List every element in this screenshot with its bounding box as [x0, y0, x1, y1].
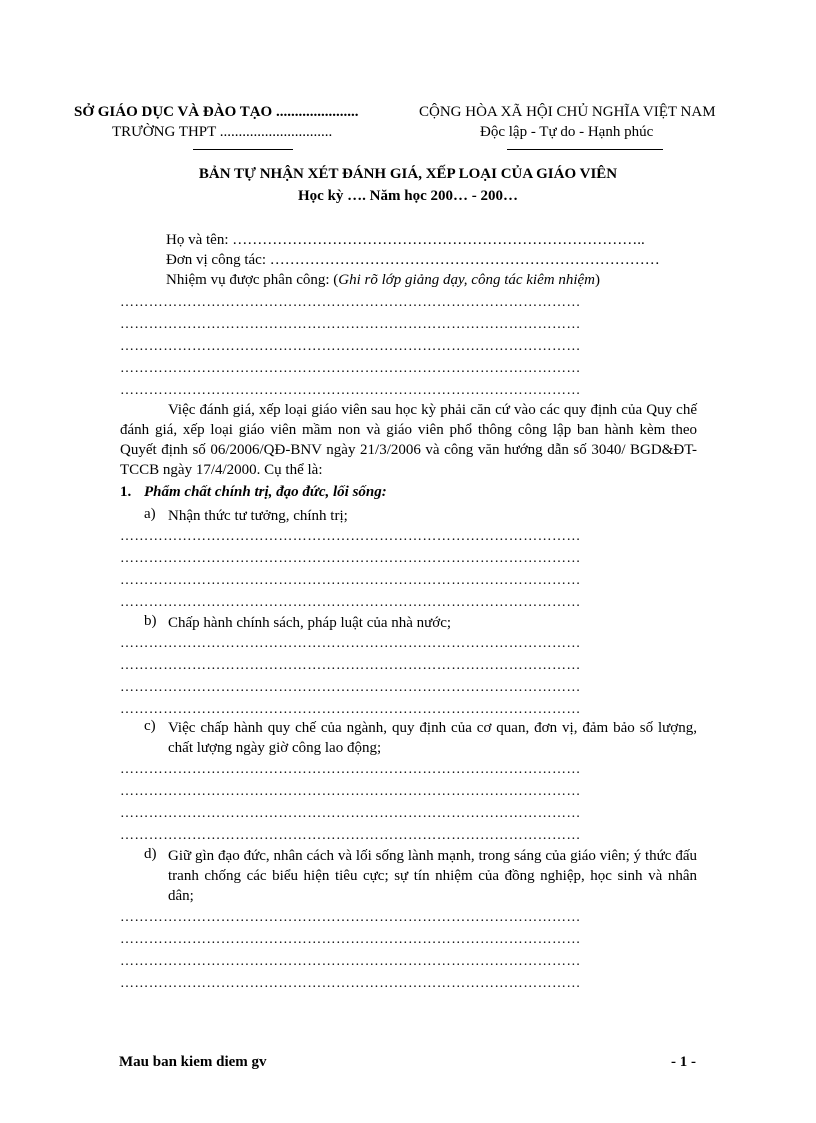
country-header: CỘNG HÒA XÃ HỘI CHỦ NGHĨA VIỆT NAM — [419, 104, 716, 120]
dotted-line: …………………………………………………………………………………… — [120, 636, 581, 651]
dotted-line: …………………………………………………………………………………… — [120, 658, 581, 673]
dotted-line: …………………………………………………………………………………… — [120, 339, 581, 354]
duty-note: Ghi rõ lớp giảng dạy, công tác kiêm nhiệm — [338, 272, 595, 288]
item-text: Việc chấp hành quy chế của ngành, quy định của cơ quan, đơn vị, đảm bảo số lượng, chất lượng ngày giờ công lao động; — [168, 720, 697, 756]
school-header: TRƯỜNG THPT .............................. — [112, 124, 333, 140]
unit-field: Đơn vị công tác: …………………………………………………………………… — [166, 252, 660, 268]
item-text: Giữ gìn đạo đức, nhân cách và lối sống lành mạnh, trong sáng của giáo viên; ý thức đấu tranh chống các biểu hiện tiêu cực; sự tín nhiệm của đồng nghiệp, học sinh và nhân dân; — [168, 848, 697, 904]
document-title: BẢN TỰ NHẬN XÉT ĐÁNH GIÁ, XẾP LOẠI CỦA GIÁO VIÊN — [198, 166, 618, 182]
dotted-line: …………………………………………………………………………………… — [120, 762, 581, 777]
dotted-line: …………………………………………………………………………………… — [120, 317, 581, 332]
item-label: d) — [144, 846, 157, 862]
dotted-line: …………………………………………………………………………………… — [120, 976, 581, 991]
dotted-line: …………………………………………………………………………………… — [120, 828, 581, 843]
section-number: 1. — [120, 484, 132, 500]
duty-field — [166, 272, 600, 289]
dotted-line: …………………………………………………………………………………… — [120, 784, 581, 799]
dotted-line: …………………………………………………………………………………… — [120, 702, 581, 717]
document-subtitle: Học kỳ …. Năm học 200… - 200… — [298, 188, 518, 204]
item-text: Nhận thức tư tưởng, chính trị; — [168, 508, 348, 524]
dotted-line: …………………………………………………………………………………… — [120, 932, 581, 947]
item-label: c) — [144, 718, 156, 734]
duty-label: Nhiệm vụ được phân công: ( — [166, 272, 339, 288]
item-label: b) — [144, 613, 157, 629]
dotted-line: …………………………………………………………………………………… — [120, 383, 581, 398]
dotted-line: …………………………………………………………………………………… — [120, 529, 581, 544]
dotted-line: …………………………………………………………………………………… — [120, 551, 581, 566]
page-number: - 1 - — [671, 1054, 696, 1070]
section-title: Phẩm chất chính trị, đạo đức, lối sống: — [144, 484, 387, 500]
duty-close: ) — [595, 272, 600, 288]
dotted-line: …………………………………………………………………………………… — [120, 806, 581, 821]
dotted-line: …………………………………………………………………………………… — [120, 910, 581, 925]
dotted-line: …………………………………………………………………………………… — [120, 573, 581, 588]
intro-paragraph: Việc đánh giá, xếp loại giáo viên sau học kỳ phải căn cứ vào các quy định của Quy chế đánh giá, xếp loại giáo viên mầm non và giáo viên phổ thông công lập ban hành kèm theo Quyết định số 06/2006/QĐ-BNV ngày 21/3/2006 và công văn hướng dẫn số 3040/ BGD&ĐT-TCCB ngày 17/4/2000. Cụ thể là: — [120, 402, 697, 478]
item-text: Chấp hành chính sách, pháp luật của nhà nước; — [168, 615, 452, 631]
dotted-line: …………………………………………………………………………………… — [120, 954, 581, 969]
dotted-line: …………………………………………………………………………………… — [120, 361, 581, 376]
dotted-line: …………………………………………………………………………………… — [120, 680, 581, 695]
right-header-underline — [507, 149, 663, 150]
motto-header: Độc lập - Tự do - Hạnh phúc — [480, 124, 654, 140]
left-header-underline — [193, 149, 293, 150]
footer-title: Mau ban kiem diem gv — [119, 1054, 267, 1070]
name-field: Họ và tên: ……………………………………………………………………….. — [166, 232, 645, 248]
dotted-line: …………………………………………………………………………………… — [120, 295, 581, 310]
dotted-line: …………………………………………………………………………………… — [120, 595, 581, 610]
item-label: a) — [144, 506, 156, 522]
department-header: SỞ GIÁO DỤC VÀ ĐÀO TẠO ...................... — [74, 104, 359, 120]
